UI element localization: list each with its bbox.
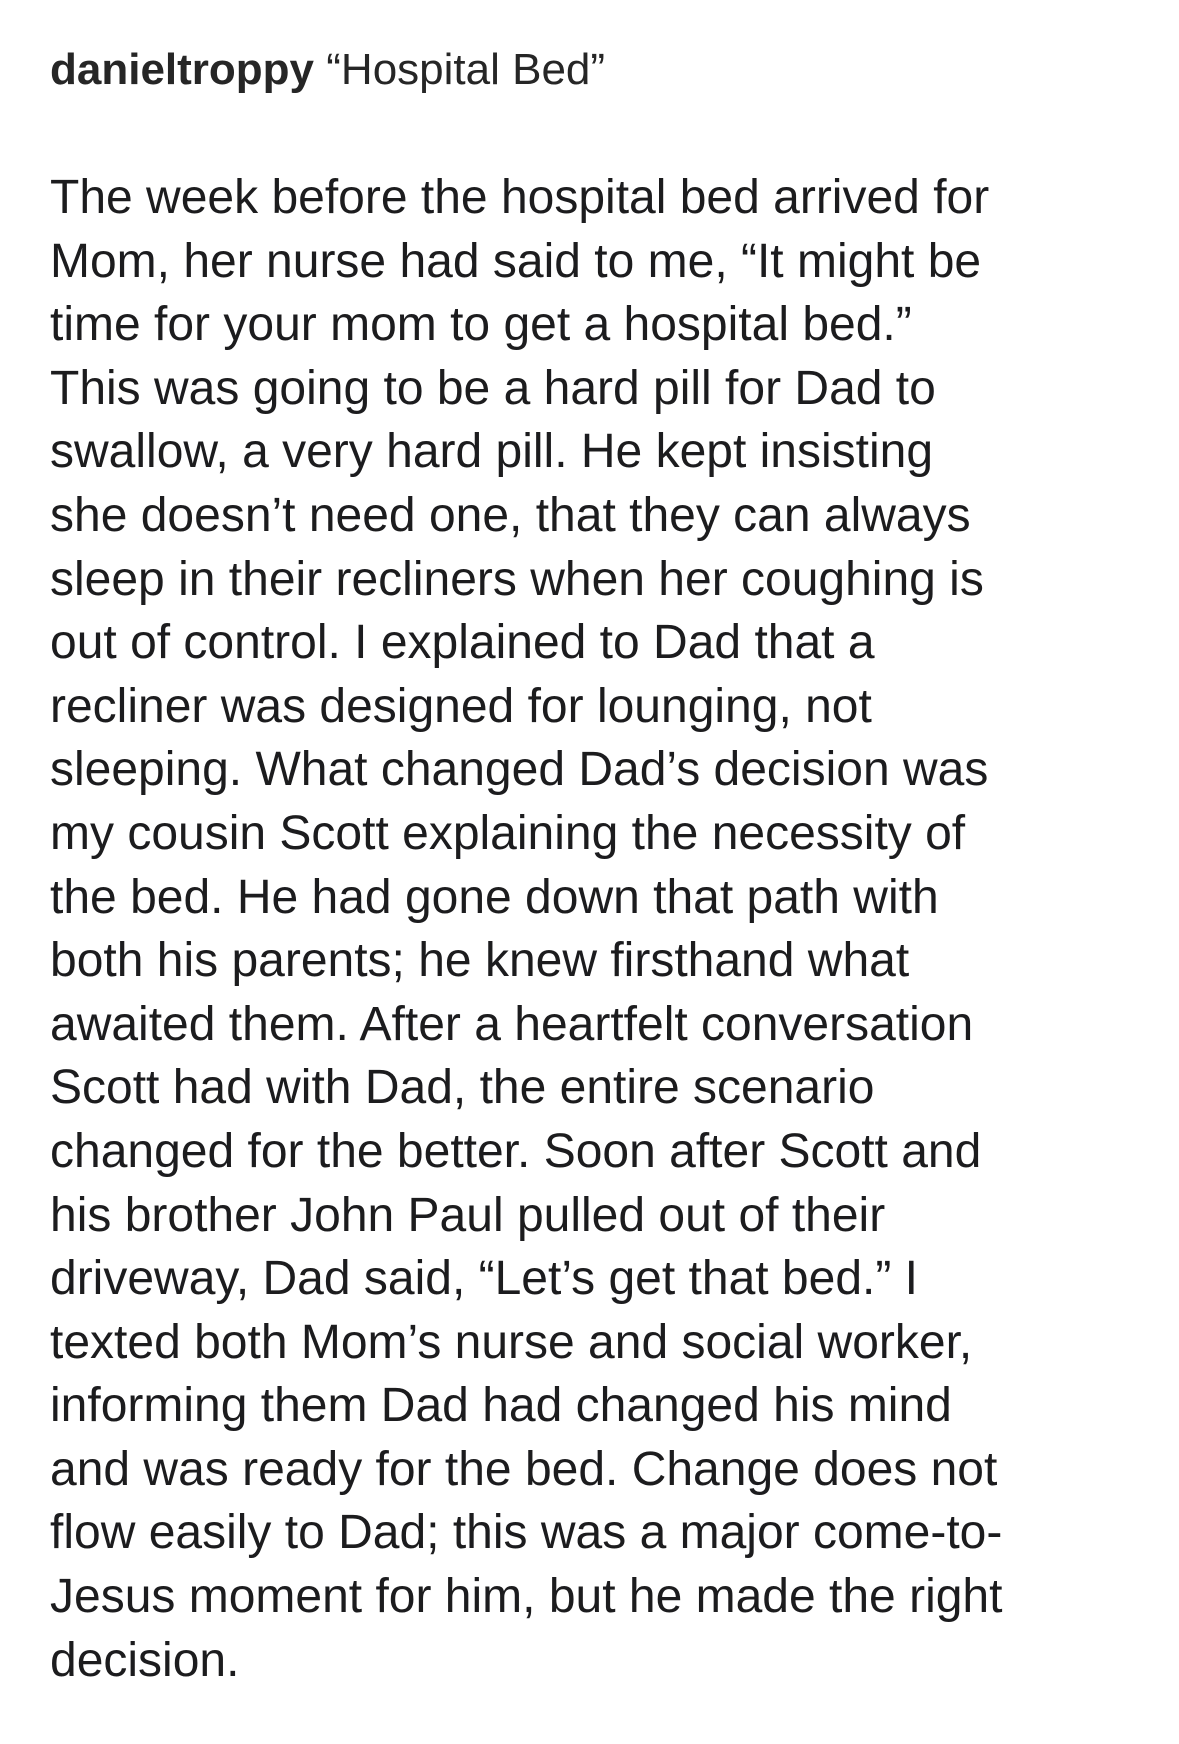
- caption-line: both his parents; he knew firsthand what: [50, 934, 910, 988]
- caption-line: the bed. He had gone down that path with: [50, 870, 939, 924]
- username-link[interactable]: danieltroppy: [50, 45, 315, 94]
- caption-post: [50, 40, 1160, 1692]
- caption-line: swallow, a very hard pill. He kept insisting: [50, 425, 934, 479]
- caption-line: Scott had with Dad, the entire scenario: [50, 1061, 875, 1115]
- caption-line: recliner was designed for lounging, not: [50, 679, 872, 733]
- caption-line: informing them Dad had changed his mind: [50, 1379, 952, 1433]
- post-title: “Hospital Bed”: [326, 45, 606, 94]
- caption-line: This was going to be a hard pill for Dad to: [50, 361, 936, 415]
- caption-line: his brother John Paul pulled out of their: [50, 1188, 886, 1242]
- caption-header: [50, 40, 1160, 100]
- caption-line: decision.: [50, 1633, 240, 1687]
- caption-line: and was ready for the bed. Change does not: [50, 1442, 998, 1496]
- caption-line: time for your mom to get a hospital bed.”: [50, 298, 912, 352]
- caption-line: Mom, her nurse had said to me, “It might be: [50, 234, 982, 288]
- caption-line: texted both Mom’s nurse and social worker,: [50, 1315, 973, 1369]
- caption-line: sleep in their recliners when her coughing is: [50, 552, 984, 606]
- caption-line: my cousin Scott explaining the necessity of: [50, 806, 966, 860]
- caption-line: driveway, Dad said, “Let’s get that bed.” I: [50, 1252, 919, 1306]
- caption-line: out of control. I explained to Dad that a: [50, 616, 875, 670]
- caption-line: she doesn’t need one, that they can always: [50, 488, 971, 542]
- caption-line: changed for the better. Soon after Scott and: [50, 1124, 982, 1178]
- caption-line: The week before the hospital bed arrived for: [50, 171, 990, 224]
- caption-line: Jesus moment for him, but he made the right: [50, 1570, 1003, 1624]
- caption-line: sleeping. What changed Dad’s decision was: [50, 743, 989, 797]
- caption-body: [50, 166, 1160, 1692]
- caption-line: flow easily to Dad; this was a major come-to-: [50, 1506, 1003, 1560]
- caption-line: awaited them. After a heartfelt conversation: [50, 997, 974, 1051]
